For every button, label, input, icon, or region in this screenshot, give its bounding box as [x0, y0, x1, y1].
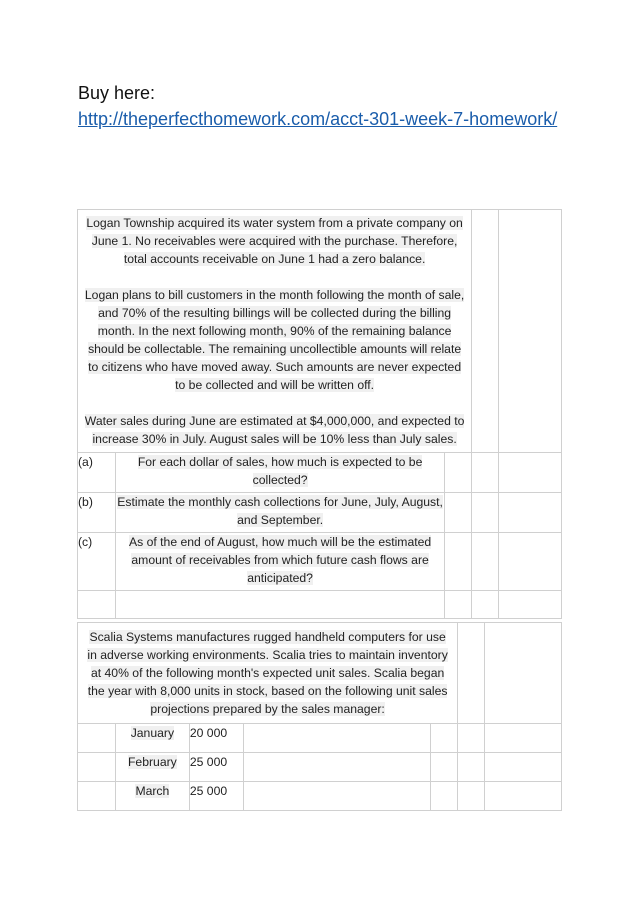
problem-1-description-row — [78, 210, 562, 453]
month-cell: March — [115, 782, 189, 811]
problem-2-description-row — [78, 623, 562, 724]
problem-2-paragraph: Scalia Systems manufactures rugged handheld computers for use in adverse working environments. Scalia tries to maintain inventory at 40% of the following month's expected unit sales. Scalia began the year with 8,000 units in stock, based on the following unit sales projections prepared by the sales manager: — [87, 630, 448, 716]
empty-cell — [472, 493, 499, 533]
problem-1-description — [78, 210, 472, 453]
empty-cell — [499, 493, 562, 533]
month-cell: January — [115, 724, 189, 753]
question-text: For each dollar of sales, how much is expected to be collected? — [115, 453, 444, 493]
projection-row — [78, 724, 562, 753]
empty-cell — [445, 493, 472, 533]
question-label: (b) — [78, 493, 116, 533]
problem-1-paragraph: Logan plans to bill customers in the month following the month of sale, and 70% of the resulting billings will be collected during the billing month. In the next following month, 90% of the remaining balance should be collectable. The remaining uncollectible amounts will relate to citizens who have moved away. Such amounts are never expected to be collected and will be written off. — [84, 288, 465, 392]
units-cell: 25 000 — [189, 753, 243, 782]
month-cell: February — [115, 753, 189, 782]
empty-row — [78, 591, 562, 619]
projection-row — [78, 782, 562, 811]
units-cell: 25 000 — [189, 782, 243, 811]
question-label: (a) — [78, 453, 116, 493]
empty-cell — [445, 533, 472, 591]
question-text: Estimate the monthly cash collections for June, July, August, and September. — [115, 493, 444, 533]
problem-1-paragraph: Logan Township acquired its water system from a private company on June 1. No receivables were acquired with the purchase. Therefore, total accounts receivable on June 1 had a zero balance. — [86, 216, 463, 266]
question-label: (c) — [78, 533, 116, 591]
homework-link[interactable]: http://theperfecthomework.com/acct-301-week-7-homework/ — [78, 109, 558, 129]
empty-cell — [499, 453, 562, 493]
intro — [78, 80, 568, 132]
empty-cell — [472, 453, 499, 493]
buy-here-label: Buy here: — [78, 83, 156, 103]
question-row-c — [78, 533, 562, 591]
problem-2-description — [78, 623, 458, 724]
empty-cell — [445, 453, 472, 493]
projection-row — [78, 753, 562, 782]
empty-cell — [499, 210, 562, 453]
empty-cell — [472, 210, 499, 453]
empty-cell — [485, 623, 562, 724]
question-text: As of the end of August, how much will be the estimated amount of receivables from which future cash flows are anticipated? — [115, 533, 444, 591]
problem-1-paragraph: Water sales during June are estimated at $4,000,000, and expected to increase 30% in July. August sales will be 10% less than July sales. — [84, 414, 465, 446]
units-cell: 20 000 — [189, 724, 243, 753]
problem-1-table — [77, 209, 562, 619]
empty-cell — [458, 623, 485, 724]
problem-2-table — [77, 622, 562, 811]
question-row-a — [78, 453, 562, 493]
empty-cell — [472, 533, 499, 591]
empty-cell — [499, 533, 562, 591]
question-row-b — [78, 493, 562, 533]
